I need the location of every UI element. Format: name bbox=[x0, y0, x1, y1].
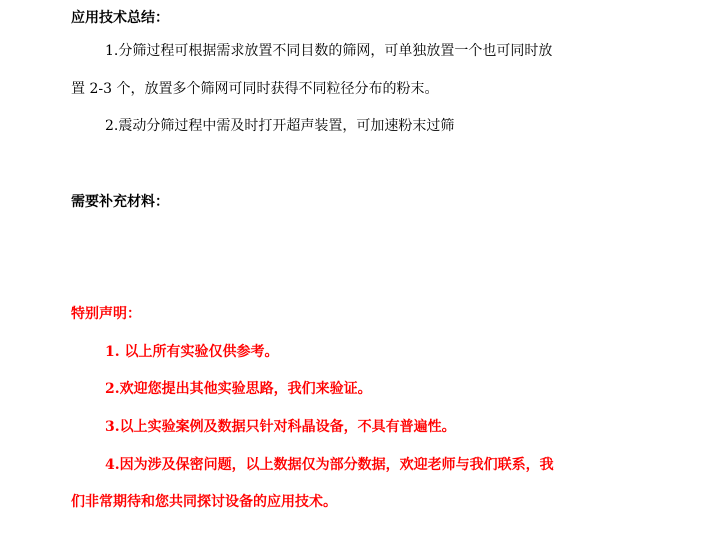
notice-item-4-line-2: 们非常期待和您共同探讨设备的应用技术。 bbox=[71, 494, 337, 510]
notice-item-1: 1. 以上所有实验仅供参考。 bbox=[105, 344, 279, 360]
notice-item-2: 2.欢迎您提出其他实验思路，我们来验证。 bbox=[105, 381, 372, 397]
notice-item-3: 3.以上实验案例及数据只针对科晶设备，不具有普遍性。 bbox=[105, 419, 456, 435]
summary-item-2: 2.震动分筛过程中需及时打开超声装置，可加速粉末过筛 bbox=[105, 118, 455, 134]
notice-item-4-line-1: 4.因为涉及保密问题，以上数据仅为部分数据，欢迎老师与我们联系，我 bbox=[105, 457, 554, 473]
summary-item-1-line-2: 置 2-3 个，放置多个筛网可同时获得不同粒径分布的粉末。 bbox=[71, 81, 439, 97]
summary-heading: 应用技术总结： bbox=[71, 10, 169, 26]
materials-heading: 需要补充材料： bbox=[71, 194, 169, 210]
summary-item-1-line-1: 1.分筛过程可根据需求放置不同目数的筛网，可单独放置一个也可同时放 bbox=[105, 43, 553, 59]
notice-heading: 特别声明： bbox=[71, 306, 141, 322]
